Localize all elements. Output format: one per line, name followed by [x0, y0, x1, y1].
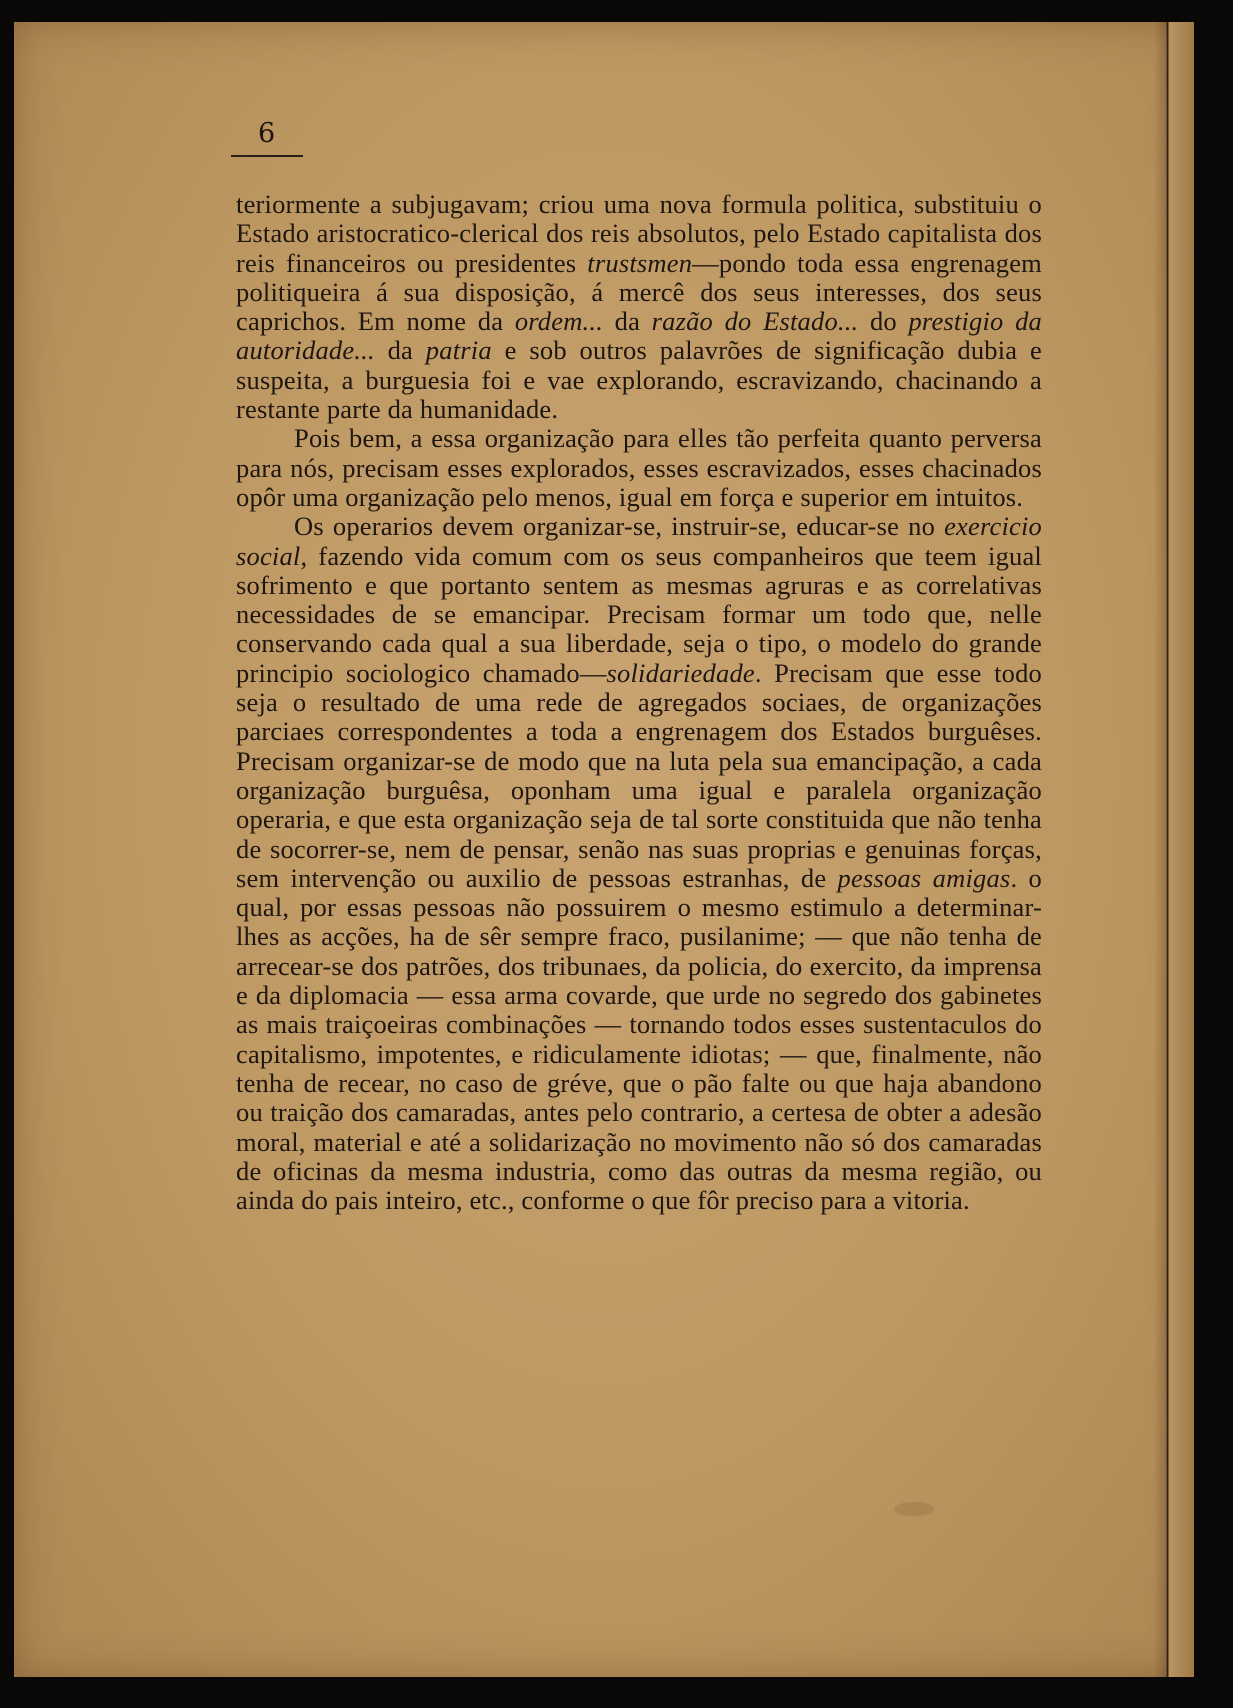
italic-phrase: ordem... — [514, 306, 604, 337]
paragraph-2 — [236, 424, 1042, 512]
page-number-rule — [231, 155, 303, 157]
paper-stain — [894, 1502, 934, 1516]
body-text — [236, 190, 1042, 1215]
text-run: e sob outros palavrões de significação dubia e suspeita, a burguesia foi e vae explorando, escravizando, chacinando a restante parte da humanidade. — [236, 335, 1043, 425]
italic-phrase: solidariedade — [606, 657, 755, 688]
italic-phrase: razão do Estado... — [651, 306, 859, 337]
text-run: —pondo toda essa engrenagem politiqueira á sua disposição, á mercê dos seus interesses, dos seus caprichos. Em nome da — [236, 247, 1042, 337]
text-run: da — [603, 306, 652, 337]
italic-phrase: prestigio da autoridade... — [236, 306, 1042, 366]
paragraph-1 — [236, 190, 1042, 424]
text-run: do — [858, 306, 909, 337]
text-run: , fazendo vida comum com os seus companheiros que teem igual sofrimento e que portanto sentem as mesmas agruras e as correlativas necessidades de se emancipar. Precisam formar um todo que, nelle conservando cada qual a sua liberdade, seja o tipo, o modelo do grande principio sociologico chamado— — [236, 540, 1042, 688]
italic-phrase: exercicio social — [236, 511, 1042, 571]
italic-phrase: patria — [425, 335, 492, 366]
page-edge — [1154, 22, 1194, 1677]
paragraph-3 — [236, 512, 1042, 1215]
text-run: teriormente a subjugavam; criou uma nova formula politica, substituiu o Estado aristocratico-clerical dos reis absolutos, pelo Estado capitalista dos reis financeiros ou presidentes — [236, 189, 1042, 278]
italic-phrase: pessoas amigas — [837, 862, 1011, 893]
text-run: . Precisam que esse todo seja o resultado de uma rede de agregados sociaes, de organizações parciaes correspondentes a toda a engrenagem dos Estados burguêses. Precisam organizar-se de modo que na luta pela sua emancipação, a cada organização burguêsa, oponham uma igual e paralela organização operaria, e que esta organização seja de tal sorte constituida que não tenha de socorrer-se, nem de pensar, senão nas suas proprias e genuinas forças, sem intervenção ou auxilio de pessoas estranhas, de — [236, 657, 1043, 893]
text-run: . o qual, por essas pessoas não possuirem o mesmo estimulo a determinar-lhes as acções, ha de sêr sempre fraco, pusilanime; — que não tenha de arrecear-se dos patrões, dos tribunaes, da policia, do exercito, da imprensa e da diplomacia — essa arma covarde, que urde no segredo dos gabinetes as mais traiçoeiras combinações — tornando todos esses sustentaculos do capitalismo, impotentes, e ridiculamente idiotas; — que, finalmente, não tenha de recear, no caso de gréve, que o pão falte ou que haja abandono ou traição dos camaradas, antes pelo contrario, a certesa de obter a adesão moral, material e até a solidarização no movimento não só dos camaradas de oficinas da mesma industria, como das outras da mesma região, ou ainda do pais inteiro, etc., conforme o que fôr preciso para a vitoria. — [236, 862, 1042, 1216]
text-run: da — [374, 335, 426, 366]
text-run: Os operarios devem organizar-se, instruir-se, educar-se no — [294, 511, 945, 542]
page-number: 6 — [258, 118, 276, 149]
text-run: Pois bem, a essa organização para elles tão perfeita quanto perversa para nós, precisam esses explorados, esses escravizados, esses chacinados opôr uma organização pelo menos, igual em força e superior em intuitos. — [236, 423, 1042, 512]
italic-phrase: trustsmen — [587, 247, 693, 278]
